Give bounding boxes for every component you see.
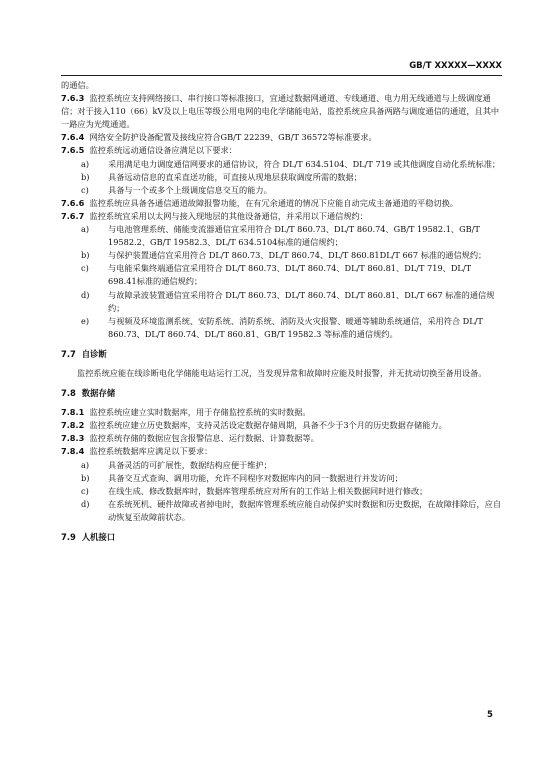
list-marker: b): [81, 171, 90, 182]
page-body: [61, 79, 502, 550]
section-number: 7.7: [61, 348, 76, 359]
list-item: [61, 184, 502, 197]
list-marker: b): [81, 250, 90, 261]
paragraph-self-diagnosis: 监控系统应能在线诊断电化学储能电站运行工况，当发现异常和故障时应能及时报警，并无扰动切换至备用设备。: [77, 367, 487, 378]
list-item-text: 具备远动信息的直采直送功能，可直接从现地层获取调度所需的数据；: [108, 171, 362, 182]
section-heading-7-8: [61, 387, 502, 400]
list-item: [61, 262, 502, 288]
clause-text: 网络安全防护设备配置及接线应符合GB/T 22239、GB/T 36572等标准要求。: [89, 132, 377, 143]
header-rule: [61, 75, 502, 76]
list-item: [61, 315, 502, 341]
clause-number: 7.6.3: [61, 93, 85, 104]
list-item-text: 与保护装置通信宜采用符合 DL/T 860.73、DL/T 860.74、DL/T 860.81DL/T 667 标准的通信规约；: [108, 250, 487, 261]
clause-number: 7.6.7: [61, 210, 85, 221]
page-number: 5: [487, 710, 493, 720]
list-item-text: 具备交互式查询、调用功能，允许不同程序对数据库内的同一数据进行并发访问；: [108, 472, 403, 483]
clause-number: 7.8.3: [61, 433, 85, 444]
section-number: 7.8: [61, 388, 76, 399]
clause-7-6-4: [61, 131, 502, 144]
list-marker: c): [81, 485, 89, 496]
clause-text: 监控系统数据库应满足以下要求：: [89, 446, 213, 457]
document-code: GB/T XXXXX—XXXX: [409, 61, 502, 71]
list-item-text: 与电能采集终端通信宜采用符合 DL/T 860.73、DL/T 860.74、DL/T 860.81、DL/T 719、DL/T 698.41标准的通信规约；: [108, 263, 472, 287]
list-item: [61, 498, 502, 524]
section-heading-7-7: [61, 348, 502, 361]
clause-7-8-4: [61, 445, 502, 458]
clause-text: 监控系统应支持网络接口、串行接口等标准接口，宜通过数据网通道、专线通道、电力用无线通道与上级调度通信；对于接入110（66）kV及以上电压等级公用电网的电化学储能电站，监控系统应具备两路与调度通信的通道，且其中一路应为光缆通道。: [61, 93, 500, 130]
clause-text: 监控系统宜采用以太网与接入现地层的其他设备通信，并采用以下通信规约：: [89, 210, 368, 221]
clause-text: 监控系统应具备各通信通道故障报警功能，在有冗余通道的情况下应能自动完成主备通道的平稳切换。: [89, 197, 458, 208]
list-item-text: 采用满足电力调度通信网要求的通信协议，符合 DL/T 634.5104、DL/T 719 或其他调度自动化系统标准；: [108, 158, 501, 169]
list-item-text: 具备灵活的可扩展性，数据结构应便于维护；: [108, 459, 272, 470]
section-title: 自诊断: [81, 348, 107, 359]
list-item: [61, 485, 502, 498]
list-item: [61, 171, 502, 184]
list-marker: c): [81, 184, 89, 195]
clause-7-6-6: [61, 197, 502, 210]
section-title: 人机接口: [81, 532, 116, 542]
list-item-text: 与电池管理系统、储能变流器通信宜采用符合 DL/T 860.73、DL/T 860.74、GB/T 19582.1、GB/T 19582.2、GB/T 19582.3、DL/T 634.5104标准的通信规约；: [108, 224, 480, 248]
clause-number: 7.6.6: [61, 197, 85, 208]
clause-text: 监控系统远动通信设备应满足以下要求：: [89, 145, 237, 156]
clause-7-6-7: [61, 210, 502, 223]
clause-text: 监控系统存储的数据应包含报警信息、运行数据、计算数据等。: [89, 433, 319, 444]
clause-number: 7.8.1: [61, 407, 85, 418]
continued-text: 的通信。: [61, 80, 94, 90]
list-marker: a): [81, 224, 90, 235]
clause-text: 监控系统应建立历史数据库，支持灵活设定数据存储周期，具备不少于3个月的历史数据存储能力。: [89, 420, 447, 431]
list-marker: d): [81, 289, 90, 300]
list-marker: a): [81, 158, 90, 169]
list-item: [61, 459, 502, 472]
list-item-text: 在线生成、修改数据库时，数据库管理系统应对所有的工作站上相关数据同时进行修改；: [108, 485, 428, 496]
list-item: [61, 249, 502, 262]
list-item-text: 在系统死机、硬件故障或者掉电时，数据库管理系统应能自动保护实时数据和历史数据，在故障排除后，应自动恢复至故障前状态。: [108, 498, 502, 522]
list-item-text: 具备与一个或多个上级调度信息交互的能力。: [108, 184, 272, 195]
clause-number: 7.8.4: [61, 446, 85, 457]
list-marker: c): [81, 263, 89, 274]
list-item: [61, 472, 502, 485]
list-marker: d): [81, 498, 90, 509]
list-item: [61, 158, 502, 171]
section-heading-7-9: [61, 531, 502, 544]
clause-7-8-1: [61, 406, 502, 419]
clause-number: 7.8.2: [61, 420, 85, 431]
list-marker: e): [81, 315, 90, 326]
list-item: [61, 289, 502, 315]
section-title: 数据存储: [81, 388, 116, 399]
list-item-text: 与故障录波装置通信宜采用符合 DL/T 860.73、DL/T 860.74、DL/T 860.81、DL/T 667 标准的通信规约；: [108, 289, 495, 313]
list-item: [61, 223, 502, 249]
list-marker: a): [81, 459, 90, 470]
clause-7-6-5: [61, 144, 502, 157]
clause-number: 7.6.4: [61, 132, 85, 143]
clause-7-8-3: [61, 432, 502, 445]
clause-7-6-3: [61, 92, 502, 131]
list-marker: b): [81, 472, 90, 483]
clause-text: 监控系统应建立实时数据库，用于存储监控系统的实时数据。: [89, 407, 311, 418]
clause-7-8-2: [61, 419, 502, 432]
clause-number: 7.6.5: [61, 145, 85, 156]
section-number: 7.9: [61, 532, 76, 542]
list-item-text: 与视频及环境监测系统、安防系统、消防系统、消防及火灾报警、暖通等辅助系统通信，采用符合 DL/T 860.73、DL/T 860.74、DL/T 860.81、GB/T 19582.3 等标准的通信规约。: [108, 315, 483, 339]
